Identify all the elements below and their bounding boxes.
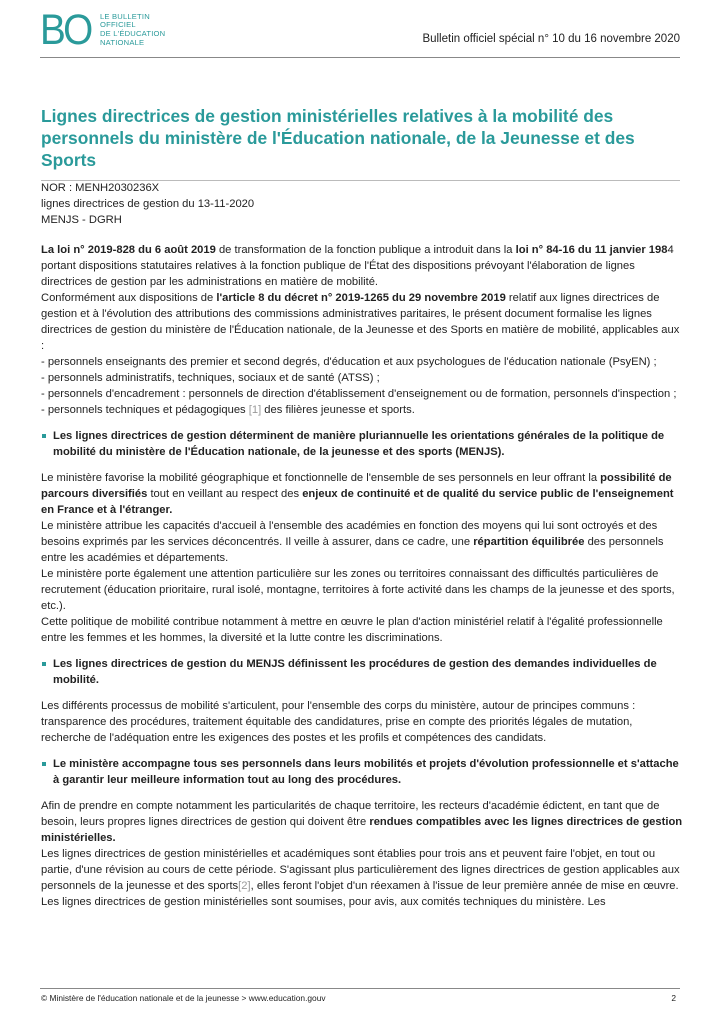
paragraph: La loi n° 2019-828 du 6 août 2019 de transformation de la fonction publique a introduit dans la loi n° 84-16 du 11 janvier 1984 portant dispositions statutaires relatives à la fonction publique de l'État des dispositions prévoyant l'élaboration de lignes directrices de gestion par les administrations en matière de mobilité.: [41, 244, 674, 288]
page-number: 2: [671, 993, 676, 1003]
nor-reference: NOR : MENH2030236X: [41, 182, 160, 194]
logo-line: LE BULLETIN: [100, 11, 150, 21]
list-item: - personnels enseignants des premier et second degrés, d'éducation et aux psychologues de l'éducation nationale (PsyEN) ;: [41, 356, 657, 368]
key-point: Les lignes directrices de gestion déterminent de manière pluriannuelle les orientations générales de la politique de mobilité du ministère de l'Éducation nationale, de la jeunesse et des sports (MENJS).: [41, 428, 683, 460]
law-reference: La loi n° 2019-828 du 6 août 2019: [41, 244, 216, 256]
footer-divider: [40, 988, 680, 989]
paragraph: Les lignes directrices de gestion ministérielles sont soumises, pour avis, aux comités techniques du ministère. Les: [41, 896, 606, 908]
document-type: lignes directrices de gestion du 13-11-2020: [41, 198, 255, 210]
bulletin-reference: Bulletin officiel spécial n° 10 du 16 novembre 2020: [422, 33, 680, 45]
logo-line: NATIONALE: [100, 37, 145, 47]
bullet-square-icon: [42, 434, 46, 438]
paragraph: Le ministère porte également une attention particulière sur les zones ou territoires connaissant des difficultés particulières de recrutement (éducation prioritaire, rural isolé, montagne, territoires à forte activité dans les champs de la jeunesse et des sports, etc.).: [41, 568, 675, 612]
document-body: [41, 242, 683, 910]
paragraph: Cette politique de mobilité contribue notamment à mettre en œuvre le plan d'action ministériel relatif à l'égalité professionnelle entre les femmes et les hommes, la diversité et la lutte contre les discriminations.: [41, 616, 663, 644]
paragraph: Afin de prendre en compte notamment les particularités de chaque territoire, les recteurs d'académie édictent, en tant que de besoin, leurs propres lignes directrices de gestion qui doivent être rendues compatibles avec les lignes directrices de gestion ministérielles.: [41, 800, 683, 844]
list-item: - personnels administratifs, techniques, sociaux et de santé (ATSS) ;: [41, 372, 380, 384]
logo-line: DE L'ÉDUCATION: [100, 29, 166, 38]
key-point: Les lignes directrices de gestion du MENJS définissent les procédures de gestion des demandes individuelles de mobilité.: [41, 656, 683, 688]
bullet-square-icon: [42, 662, 46, 666]
document-meta: [41, 180, 254, 228]
law-reference: loi n° 84-16 du 11 janvier 198: [515, 244, 668, 256]
list-item: - personnels techniques et pédagogiques [1] des filières jeunesse et sports.: [41, 404, 415, 416]
header-divider: [40, 57, 680, 58]
paragraph: Le ministère favorise la mobilité géographique et fonctionnelle de l'ensemble de ses personnels en leur offrant la possibilité de parcours diversifiés tout en veillant au respect des enjeux de continuité et de qualité du service public de l'enseignement en France et à l'étranger.: [41, 472, 674, 516]
footnote-link[interactable]: [2]: [238, 880, 251, 892]
logo-mark: BO: [40, 6, 91, 54]
paragraph: Conformément aux dispositions de l'article 8 du décret n° 2019-1265 du 29 novembre 2019 relatif aux lignes directrices de gestion et à l'évolution des attributions des commissions administratives paritaires, le présent document formalise les lignes directrices de gestion du ministère de l'Éducation nationale, de la Jeunesse et des Sports en matière de mobilité, applicables aux :: [41, 292, 680, 352]
bo-logo: [40, 8, 165, 52]
footer-source: © Ministère de l'éducation nationale et de la jeunesse > www.education.gouv: [41, 993, 326, 1003]
logo-line: OFFICIEL: [100, 20, 136, 30]
paragraph: Les différents processus de mobilité s'articulent, pour l'ensemble des corps du ministère, autour de principes communs : transparence des procédures, traitement équitable des candidatures, prise en compte des priorités légales de mutation, recherche de l'adéquation entre les exigences des postes et les profils et compétences des candidats.: [41, 700, 636, 744]
document-title: Lignes directrices de gestion ministérielles relatives à la mobilité des personnels du ministère de l'Éducation nationale, de la Jeunesse et des Sports: [41, 106, 635, 170]
decree-reference: l'article 8 du décret n° 2019-1265 du 29 novembre 2019: [216, 292, 506, 304]
list-item: - personnels d'encadrement : personnels de direction d'établissement d'enseignement ou de formation, personnels d'inspection ;: [41, 388, 677, 400]
paragraph: Le ministère attribue les capacités d'accueil à l'ensemble des académies en fonction des moyens qui lui sont octroyés et des besoins exprimés par les services déconcentrés. Il veille à assurer, dans ce cadre, une répartition équilibrée des personnels entre les académies et départements.: [41, 520, 664, 564]
logo-text: [100, 13, 165, 47]
bullet-square-icon: [42, 762, 46, 766]
key-point: Le ministère accompagne tous ses personnels dans leurs mobilités et projets d'évolution professionnelle et s'attache à garantir leur meilleure information tout au long des procédures.: [41, 756, 683, 788]
footnote-link[interactable]: [1]: [248, 404, 262, 416]
issuing-authority: MENJS - DGRH: [41, 214, 122, 226]
paragraph: Les lignes directrices de gestion ministérielles et académiques sont établies pour trois ans et peuvent faire l'objet, en tout ou partie, d'une révision au cours de cette période. S'agissant plus particulièrement des lignes directrices de gestion applicables aux personnels de la jeunesse et des sports[2], elles feront l'objet d'un réexamen à l'issue de leur première année de mise en œuvre.: [41, 848, 680, 892]
